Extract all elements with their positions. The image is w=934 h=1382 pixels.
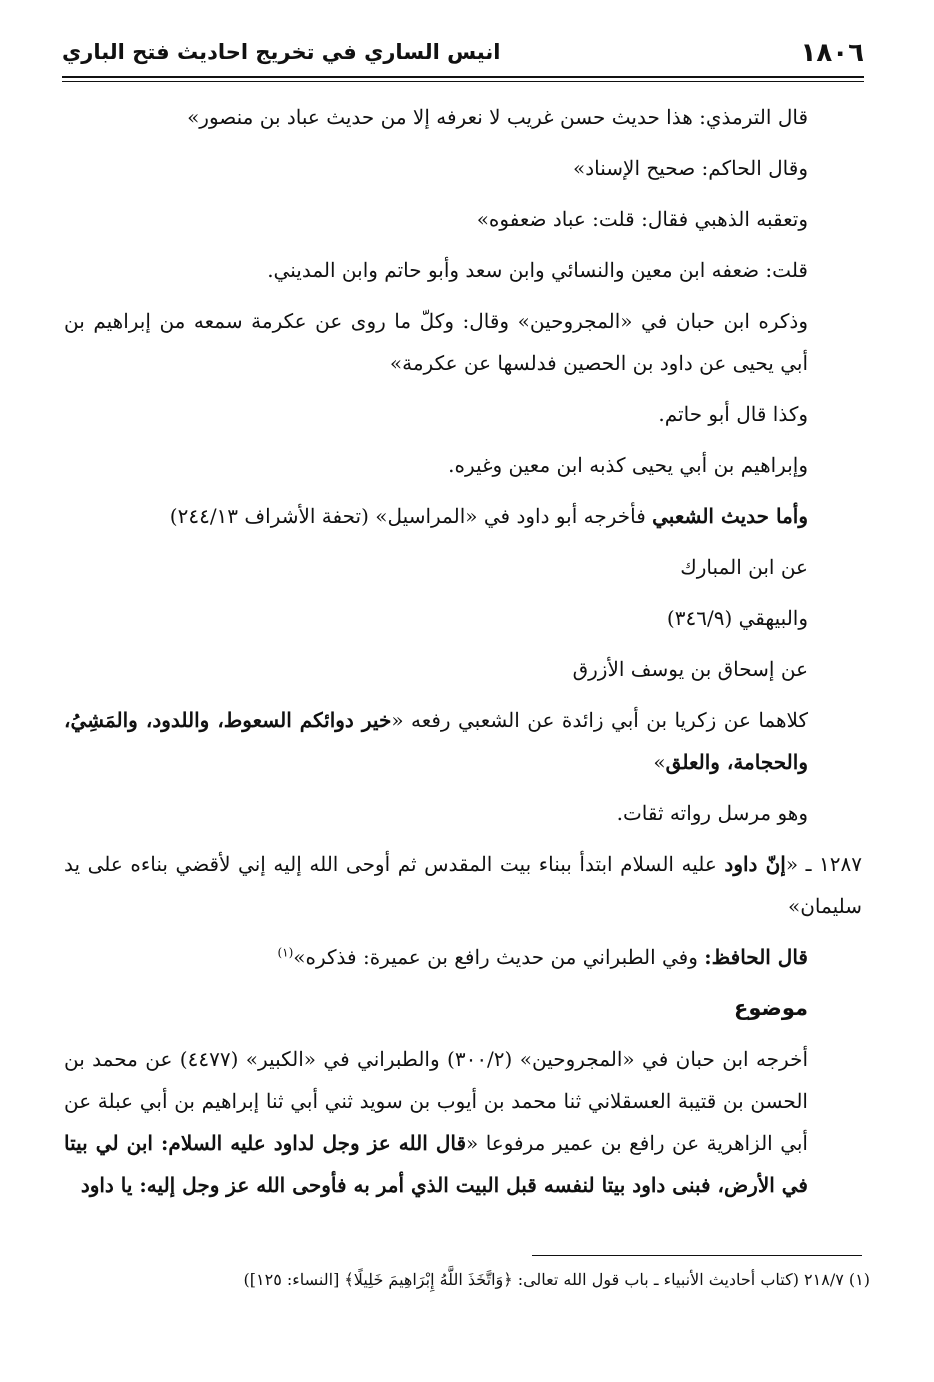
- paragraph-tirmidhi: قال الترمذي: هذا حديث حسن غريب لا نعرفه إلا من حديث عباد بن منصور»: [187, 105, 808, 129]
- paragraph-mursal: وهو مرسل رواته ثقات.: [616, 801, 808, 825]
- footnote-reference: (١): [277, 945, 294, 960]
- hadith-number: ١٢٨٧: [819, 852, 863, 876]
- paragraph-bayhaqi: والبيهقي (٣٤٦/٩): [666, 606, 808, 630]
- paragraph-kilahuma: [64, 699, 862, 783]
- kilahuma-end: »: [653, 750, 666, 774]
- hadith-dash: ـ «: [785, 852, 820, 876]
- section-heading: [64, 987, 862, 1029]
- paragraph-ibrahim: وإبراهيم بن أبي يحيى كذبه ابن معين وغيره.: [448, 453, 808, 477]
- shabi-label: وأما حديث الشعبي: [652, 504, 808, 528]
- hafiz-label: قال الحافظ:: [704, 945, 808, 969]
- takhrij-hadith: قال الله عز وجل لداود عليه السلام: ابن لي بيتا في الأرض، فبنى داود بيتا لنفسه قبل البيت الذي أمر به فأوحى الله عز وجل إليه: يا داود: [64, 1131, 808, 1197]
- paragraph-dhahabi: وتعقبه الذهبي فقال: قلت: عباد ضعفوه»: [476, 207, 808, 231]
- paragraph-qultu: قلت: ضعفه ابن معين والنسائي وابن سعد وأبو حاتم وابن المديني.: [267, 258, 808, 282]
- footnote-rule: [532, 1255, 862, 1256]
- hadith-honorific: عليه السلام: [612, 852, 725, 876]
- kilahuma-hadith: خير دوائكم السعوط، واللدود، والمَشِيُ، والحجامة، والعلق: [64, 708, 808, 774]
- main-text: [64, 96, 862, 1215]
- paragraph-ishaq: عن إسحاق بن يوسف الأزرق: [572, 657, 808, 681]
- hadith-entry: [64, 843, 862, 927]
- takhrij-text: أخرجه ابن حبان في «المجروحين» (٣٠٠/٢) والطبراني في «الكبير» (٤٤٧٧) عن محمد بن الحسن بن قتيبة العسقلاني ثنا محمد بن أيوب بن سويد ثني أبي ثنا إبراهيم بن أبي عبلة عن أبي الزاهرية عن رافع بن عمير مرفوعا «: [64, 1047, 808, 1155]
- footnote-marker: (١): [848, 1270, 870, 1289]
- header-rule: [62, 76, 864, 82]
- page-header: [62, 34, 864, 78]
- paragraph-abu-hatim: وكذا قال أبو حاتم.: [658, 402, 808, 426]
- hadith-text: ابتدأ ببناء بيت المقدس ثم أوحى الله إليه إني لأقضي بناءه على يد سليمان»: [64, 852, 862, 918]
- running-title: انيس الساري في تخريج احاديث فتح الباري: [62, 40, 501, 64]
- paragraph-shabi: [64, 495, 862, 537]
- page-number: ١٨٠٦: [800, 38, 864, 68]
- footnote-text: ٢١٨/٧ (كتاب أحاديث الأنبياء ـ باب قول الله تعالى: ﴿وَاتَّخَذَ اللَّهُ إِبْرَاهِيمَ خَلِيلًا﴾ [النساء: ١٢٥]): [243, 1270, 844, 1289]
- paragraph-ibn-mubarak: عن ابن المبارك: [680, 555, 808, 579]
- hafiz-text: وفي الطبراني من حديث رافع بن عميرة: فذكره»: [293, 945, 705, 969]
- section-heading-text: موضوع: [734, 996, 808, 1020]
- paragraph-ibn-hibban: وذكره ابن حبان في «المجروحين» وقال: وكلّ ما روى عن عكرمة سمعه من إبراهيم بن أبي يحيى عن داود بن الحصين فدلسها عن عكرمة»: [64, 309, 808, 375]
- shabi-text: فأخرجه أبو داود في «المراسيل» (تحفة الأشراف ٢٤٤/١٣): [169, 504, 653, 528]
- paragraph-hakim: وقال الحاكم: صحيح الإسناد»: [573, 156, 808, 180]
- paragraph-hafiz: [64, 936, 862, 978]
- hadith-bold: إنّ داود: [724, 852, 786, 876]
- paragraph-takhrij: [64, 1038, 862, 1206]
- kilahuma-start: كلاهما عن زكريا بن أبي زائدة عن الشعبي رفعه «: [391, 708, 808, 732]
- footnote: [64, 1265, 870, 1295]
